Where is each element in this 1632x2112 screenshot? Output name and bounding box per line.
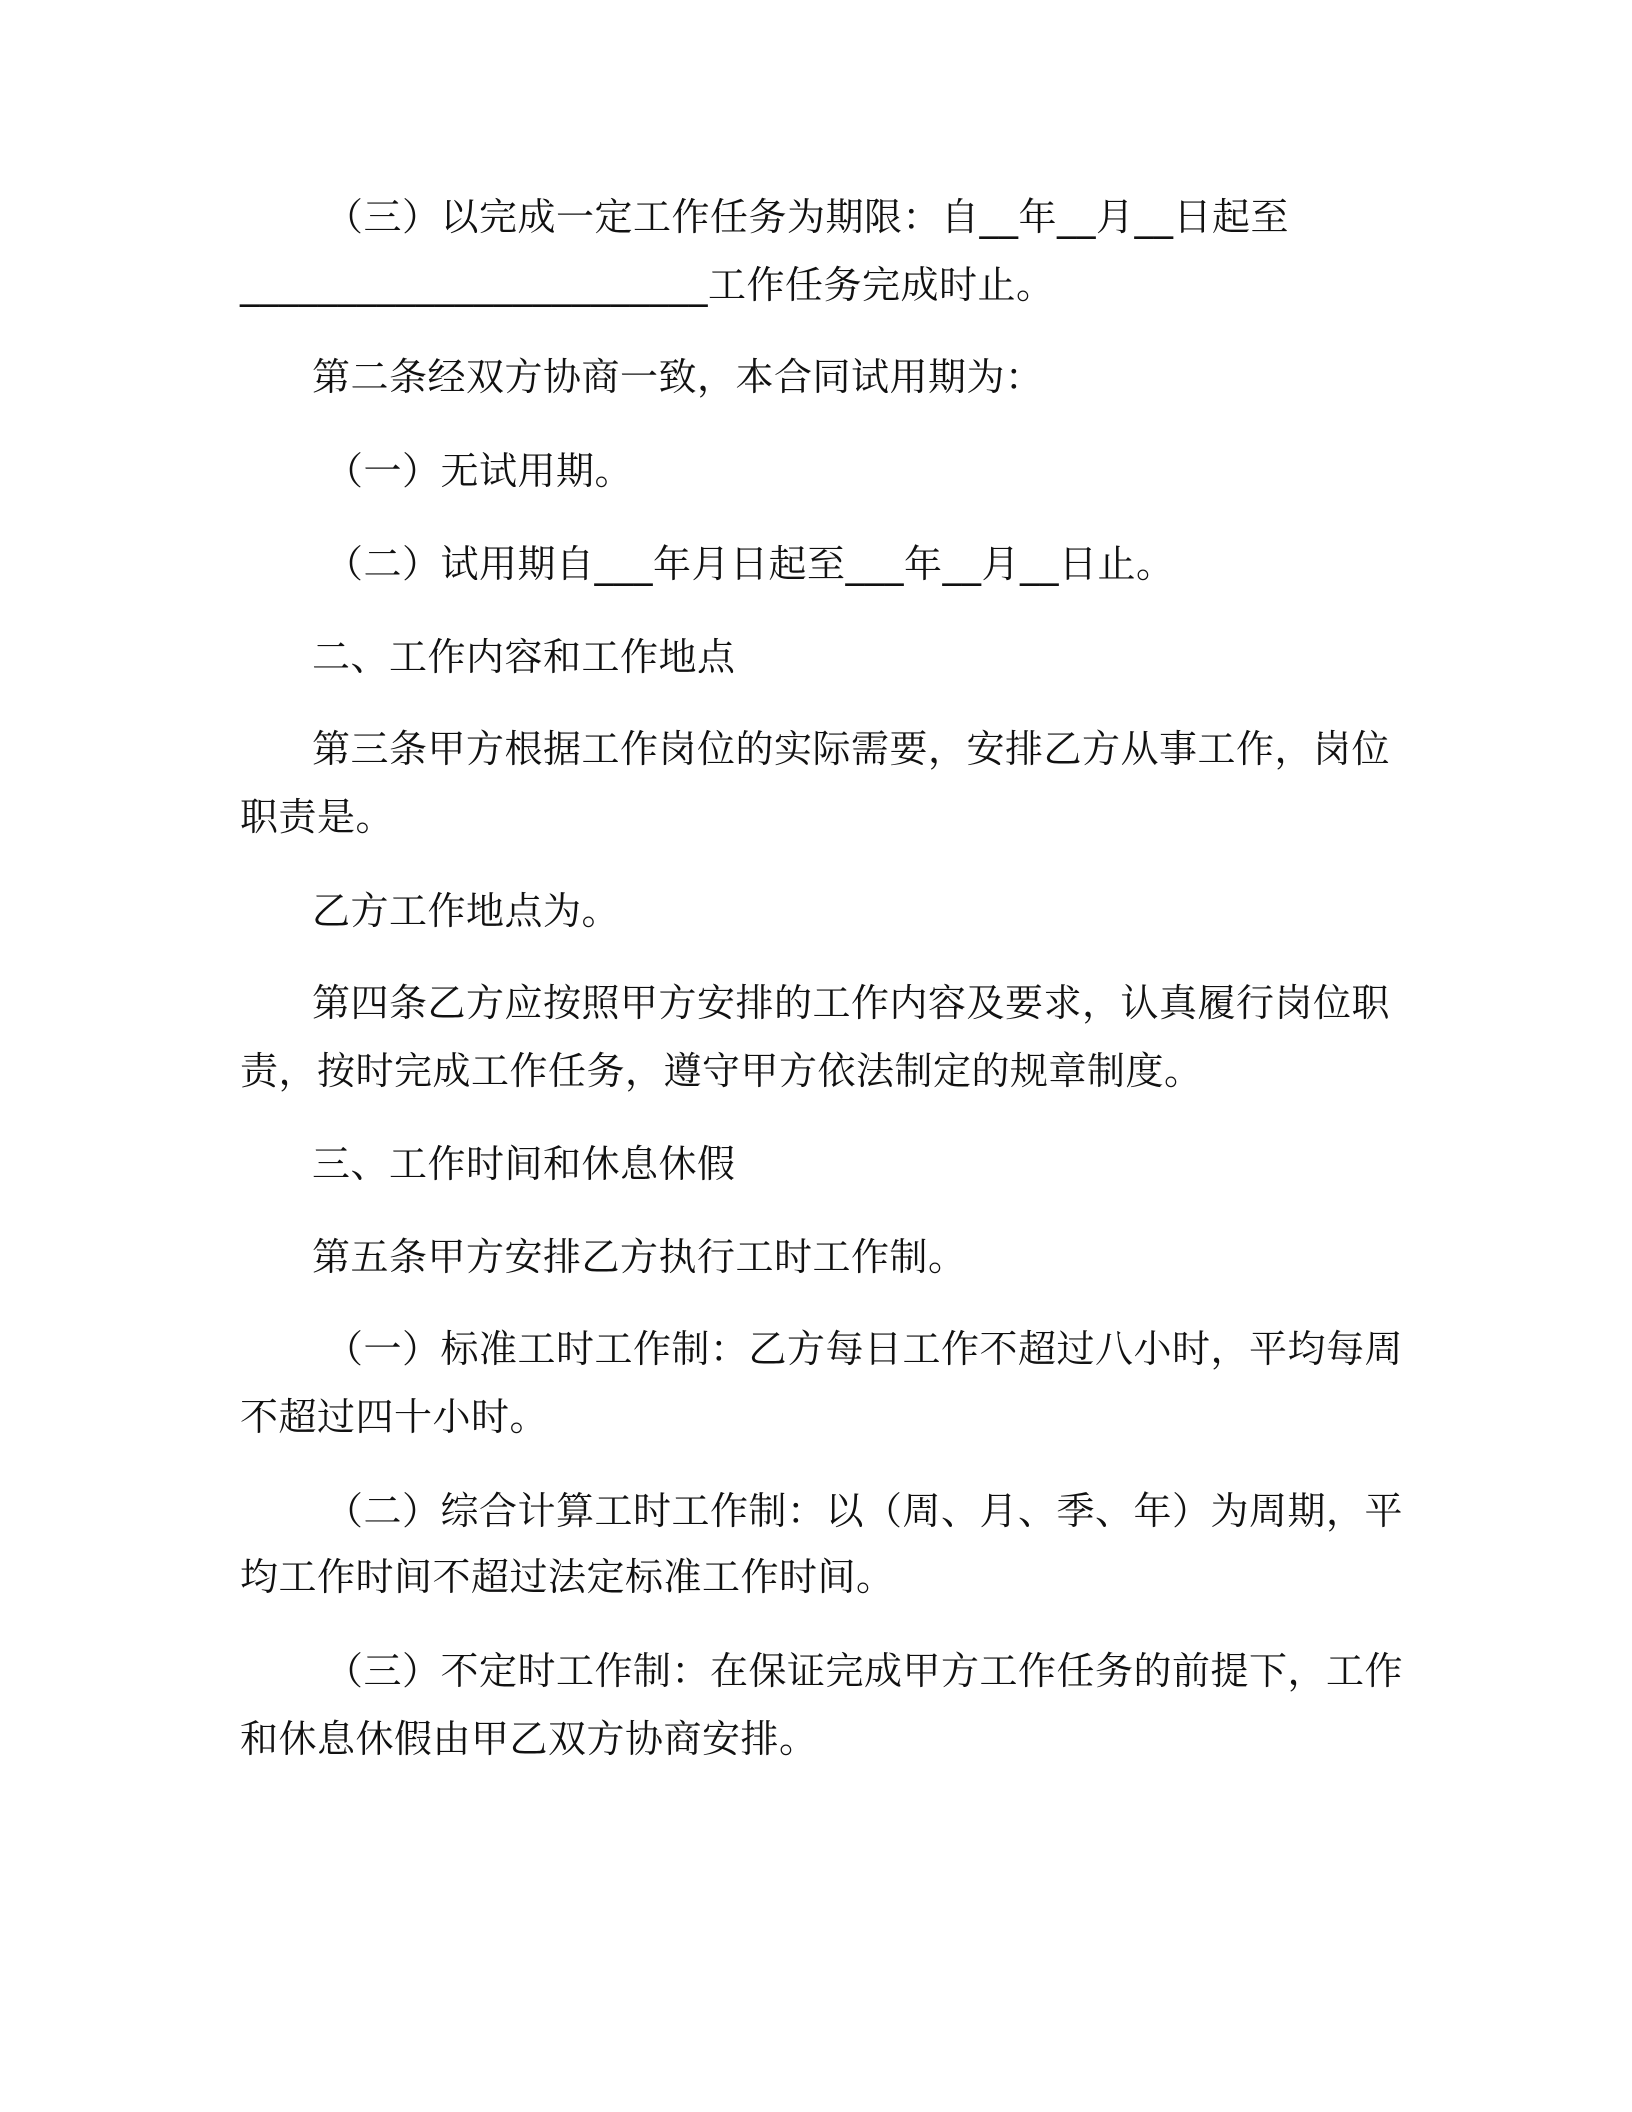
section-3-heading: 三、工作时间和休息休假 — [312, 1142, 736, 1186]
work-location-line: 乙方工作地点为。 — [312, 889, 621, 933]
article-5-heading: 第五条甲方安排乙方执行工时工作制。 — [312, 1235, 967, 1279]
article-3-line1: 第三条甲方根据工作岗位的实际需要，安排乙方从事工作，岗位 — [312, 727, 1391, 771]
standard-hours-line1: （一）标准工时工作制：乙方每日工作不超过八小时，平均每周 — [325, 1327, 1404, 1371]
article-2-heading: 第二条经双方协商一致，本合同试用期为： — [312, 355, 1044, 399]
clause-term-task-line1: （三）以完成一定工作任务为期限：自__年__月__日起至 — [325, 195, 1290, 239]
article-4-line1: 第四条乙方应按照甲方安排的工作内容及要求，认真履行岗位职 — [312, 981, 1391, 1025]
probation-option-2: （二）试用期自___年月日起至___年__月__日止。 — [325, 542, 1175, 586]
article-4-line2: 责，按时完成工作任务，遵守甲方依法制定的规章制度。 — [240, 1049, 1203, 1093]
standard-hours-line2: 不超过四十小时。 — [240, 1395, 549, 1439]
probation-option-1: （一）无试用期。 — [325, 449, 634, 493]
section-2-heading: 二、工作内容和工作地点 — [312, 635, 736, 679]
flexible-hours-line1: （三）不定时工作制：在保证完成甲方工作任务的前提下，工作 — [325, 1649, 1404, 1693]
clause-term-task-line2: ________________________工作任务完成时止。 — [240, 263, 1055, 307]
comprehensive-hours-line1: （二）综合计算工时工作制：以（周、月、季、年）为周期，平 — [325, 1489, 1404, 1533]
flexible-hours-line2: 和休息休假由甲乙双方协商安排。 — [240, 1717, 818, 1761]
comprehensive-hours-line2: 均工作时间不超过法定标准工作时间。 — [240, 1555, 895, 1599]
article-3-line2: 职责是。 — [240, 795, 395, 839]
